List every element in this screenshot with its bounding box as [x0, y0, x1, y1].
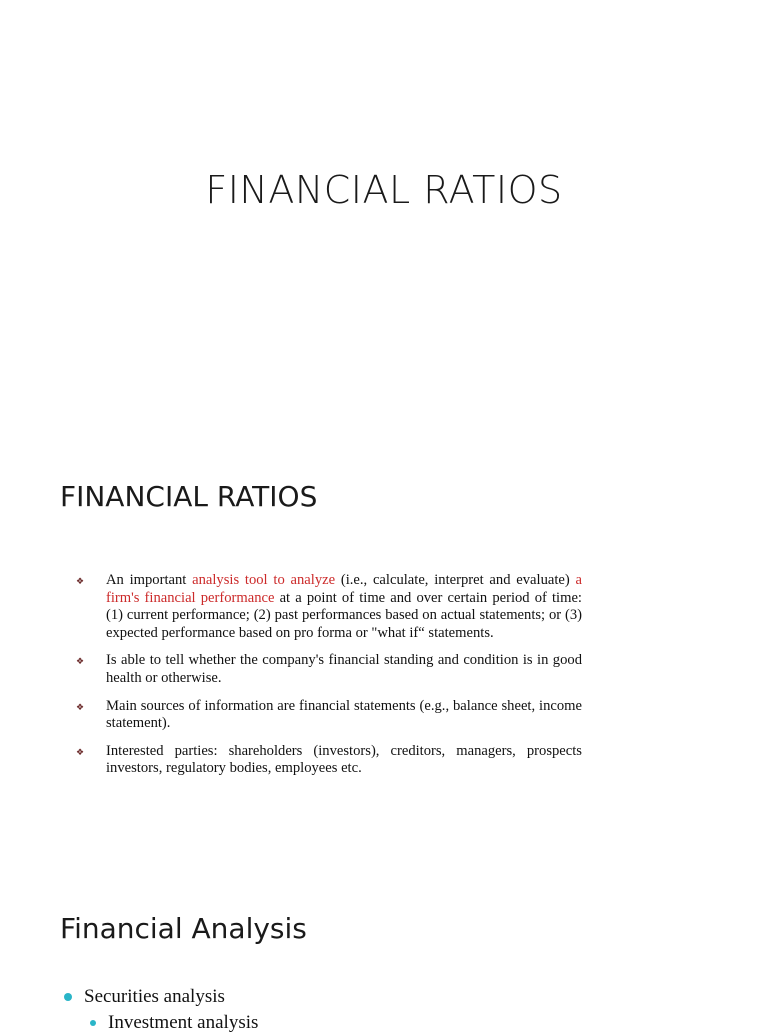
- bullet-text: Main sources of information are financial statements (e.g., balance sheet, income statement).: [106, 697, 582, 732]
- diamond-icon: ❖: [76, 746, 85, 757]
- list-item: [64, 1010, 258, 1036]
- list-item: [74, 572, 582, 642]
- bullet-text: Interested parties: shareholders (investors), creditors, managers, prospects investors, regulatory bodies, employees etc.: [106, 742, 582, 777]
- bullet-text: An important: [106, 572, 193, 588]
- list-item: [74, 652, 582, 687]
- list-item-label: Securities analysis: [84, 986, 225, 1007]
- dot-icon: [64, 993, 72, 1001]
- highlight-text: analysis tool to analyze: [192, 572, 336, 588]
- bullet-text: Is able to tell whether the company's financial standing and condition is in good health or otherwise.: [106, 652, 582, 686]
- section-heading-financial-analysis: Financial Analysis: [60, 912, 307, 945]
- diamond-icon: ❖: [76, 576, 85, 586]
- list-item-label: Investment analysis: [108, 1012, 259, 1033]
- section-heading-financial-ratios: FINANCIAL RATIOS: [60, 480, 318, 513]
- slide-title: FINANCIAL RATIOS: [205, 168, 563, 212]
- bullet-list: [74, 572, 582, 788]
- bullet-text: at a point of time and over certain period of time: (1) current performance; (2) past performances based on actual statements; or (3) expected performance based on pro forma or "what if“ statements.: [106, 589, 582, 641]
- dot-icon: [90, 1020, 96, 1026]
- highlight-text: a firm's financial performance: [106, 572, 582, 606]
- list-item: [64, 984, 258, 1010]
- list-item: [74, 743, 582, 778]
- analysis-list: [64, 984, 258, 1036]
- diamond-icon: ❖: [76, 656, 85, 667]
- diamond-icon: ❖: [76, 701, 85, 712]
- bullet-text: (i.e., calculate, interpret and evaluate): [335, 572, 576, 588]
- list-item: [74, 698, 582, 733]
